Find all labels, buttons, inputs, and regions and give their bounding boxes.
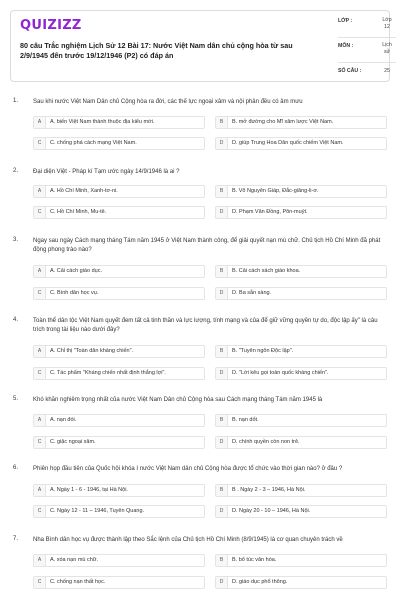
question-text: Sau khi nước Việt Nam Dân chủ Cộng hòa ra đời, các thế lực ngoại xâm và nội phản đều có âm mưu [33, 99, 303, 105]
option-c[interactable] [33, 576, 205, 589]
option-d[interactable] [215, 137, 387, 150]
option-letter: A [34, 555, 46, 566]
option-text: C. giặc ngoại xâm. [50, 439, 96, 445]
option-c[interactable] [33, 287, 205, 300]
option-letter: A [34, 346, 46, 357]
option-d[interactable] [215, 505, 387, 518]
class-label: LỚP : [338, 18, 353, 24]
option-b[interactable] [215, 554, 387, 567]
question-number: 1. [13, 98, 19, 104]
option-letter: B [216, 346, 228, 357]
option-text: A. Chỉ thị "Toàn dân kháng chiến". [50, 348, 134, 354]
option-text: A. nạn đói. [50, 417, 77, 423]
option-text: D. Ngày 20 - 10 – 1946, Hà Nội. [232, 508, 311, 514]
option-text: C. chống phá cách mạng Việt Nam. [50, 140, 137, 146]
option-b[interactable] [215, 484, 387, 497]
option-b[interactable] [215, 414, 387, 427]
option-c[interactable] [33, 505, 205, 518]
option-letter: C [34, 207, 46, 218]
option-letter: C [34, 368, 46, 379]
question-text: Khó khăn nghiêm trọng nhất của nước Việt Nam Dân chủ Cộng hòa sau Cách mạng tháng Tám năm 1945 là [33, 397, 323, 403]
count-value: 25 [384, 68, 390, 74]
option-letter: C [34, 437, 46, 448]
option-letter: B [216, 485, 228, 496]
question-number: 3. [13, 237, 19, 243]
question-number: 7. [13, 536, 19, 542]
option-a[interactable] [33, 185, 205, 198]
option-letter: C [34, 138, 46, 149]
divider [338, 62, 396, 63]
question-text: Nha Bình dân học vụ được thành lập theo Sắc lệnh của Chủ tịch Hồ Chí Minh (8/9/1945) là cơ quan chuyên trách về [33, 537, 343, 543]
option-text: C. Ngày 12 - 11 – 1946, Tuyên Quang. [50, 508, 145, 514]
option-text: A. Cải cách giáo dục. [50, 268, 102, 274]
option-text: A. Hồ Chí Minh, Xanh-tơ-ni. [50, 188, 118, 194]
option-a[interactable] [33, 265, 205, 278]
question-number: 4. [13, 317, 19, 323]
option-text: A. xóa nạn mù chữ. [50, 557, 99, 563]
option-text: A. biến Việt Nam thành thuộc địa kiểu mới. [50, 119, 155, 125]
option-d[interactable] [215, 436, 387, 449]
subject-value: Lịch sử [382, 42, 392, 55]
question-number: 5. [13, 396, 19, 402]
class-value: Lớp 12 [382, 17, 392, 30]
option-b[interactable] [215, 345, 387, 358]
option-d[interactable] [215, 576, 387, 589]
option-d[interactable] [215, 206, 387, 219]
option-text: D. giúp Trung Hoa Dân quốc chiếm Việt Nam. [232, 140, 344, 146]
option-letter: B [216, 117, 228, 128]
option-text: D. Ba sẵn sàng. [232, 290, 272, 296]
option-letter: D [216, 138, 228, 149]
option-c[interactable] [33, 137, 205, 150]
option-text: D. giáo dục phổ thông. [232, 579, 288, 585]
option-letter: A [34, 415, 46, 426]
option-letter: D [216, 577, 228, 588]
worksheet-header [10, 10, 390, 82]
option-text: C. chống nạn thất học. [50, 579, 106, 585]
question-number: 2. [13, 168, 19, 174]
option-text: C. Hồ Chí Minh, Mu-tê. [50, 209, 107, 215]
option-b[interactable] [215, 185, 387, 198]
option-letter: D [216, 368, 228, 379]
option-text: D. chính quyền còn non trẻ. [232, 439, 300, 445]
option-a[interactable] [33, 414, 205, 427]
option-letter: C [34, 577, 46, 588]
option-text: B. mở đường cho Mĩ xâm lược Việt Nam. [232, 119, 334, 125]
option-a[interactable] [33, 554, 205, 567]
option-letter: A [34, 266, 46, 277]
question-text: Đại diện Việt - Pháp kí Tạm ước ngày 14/9/1946 là ai ? [33, 169, 180, 175]
option-a[interactable] [33, 345, 205, 358]
option-text: B. nạn dốt. [232, 417, 259, 423]
option-d[interactable] [215, 367, 387, 380]
divider [338, 37, 396, 38]
option-text: D. Phạm Văn Đồng, Pôn-muýt. [232, 209, 308, 215]
question-number: 6. [13, 465, 19, 471]
option-letter: D [216, 207, 228, 218]
option-letter: D [216, 437, 228, 448]
option-c[interactable] [33, 367, 205, 380]
quizizz-logo: QUIZIZZ [20, 18, 82, 33]
question-text: Toàn thể dân tộc Việt Nam quyết đem tất cả tinh thần và lực lượng, tính mạng và của để giữ vững quyền tự do, độc lập ấy" là câu trích trong tài liệu nào dưới đây? [33, 318, 378, 333]
question-text: Ngay sau ngày Cách mạng tháng Tám năm 1945 ở Việt Nam thành công, để giải quyết nạn mù chữ. Chủ tịch Hồ Chí Minh đã phát động phong trào nào? [33, 238, 381, 253]
option-c[interactable] [33, 206, 205, 219]
option-letter: C [34, 506, 46, 517]
option-c[interactable] [33, 436, 205, 449]
option-text: B. bổ túc văn hóa. [232, 557, 277, 563]
option-text: B . Ngày 2 - 3 – 1946, Hà Nội. [232, 487, 306, 493]
worksheet-title: 80 câu Trắc nghiệm Lịch Sử 12 Bài 17: Nước Việt Nam dân chủ cộng hòa từ sau 2/9/1945 đến trước 19/12/1946 (P2) có đáp án [20, 41, 293, 60]
option-letter: B [216, 266, 228, 277]
option-text: B. Cải cách sách giáo khoa. [232, 268, 301, 274]
option-letter: D [216, 288, 228, 299]
question-text: Phiên họp đầu tiên của Quốc hội khóa I nước Việt Nam dân chủ Cộng hòa được tổ chức vào thời gian nào? ở đâu ? [33, 466, 343, 472]
option-letter: D [216, 506, 228, 517]
option-letter: C [34, 288, 46, 299]
option-d[interactable] [215, 287, 387, 300]
option-letter: A [34, 186, 46, 197]
option-letter: B [216, 186, 228, 197]
option-text: C. Tác phẩm "Kháng chiến nhất định thắng lợi". [50, 370, 166, 376]
option-a[interactable] [33, 116, 205, 129]
option-text: C. Bình dân học vụ. [50, 290, 99, 296]
option-letter: B [216, 555, 228, 566]
option-text: D. "Lời kêu gọi toàn quốc kháng chiến". [232, 370, 329, 376]
option-b[interactable] [215, 116, 387, 129]
option-letter: B [216, 415, 228, 426]
option-text: B. "Tuyên ngôn Độc lập". [232, 348, 294, 354]
count-label: SỐ CÂU : [338, 68, 362, 74]
option-a[interactable] [33, 484, 205, 497]
option-text: B. Võ Nguyên Giáp, Đắc-giăng-li-ơ. [232, 188, 319, 194]
option-letter: A [34, 485, 46, 496]
option-letter: A [34, 117, 46, 128]
option-text: A. Ngày 1 - 6 - 1946, tại Hà Nội. [50, 487, 128, 493]
subject-label: MÔN : [338, 43, 354, 49]
option-b[interactable] [215, 265, 387, 278]
